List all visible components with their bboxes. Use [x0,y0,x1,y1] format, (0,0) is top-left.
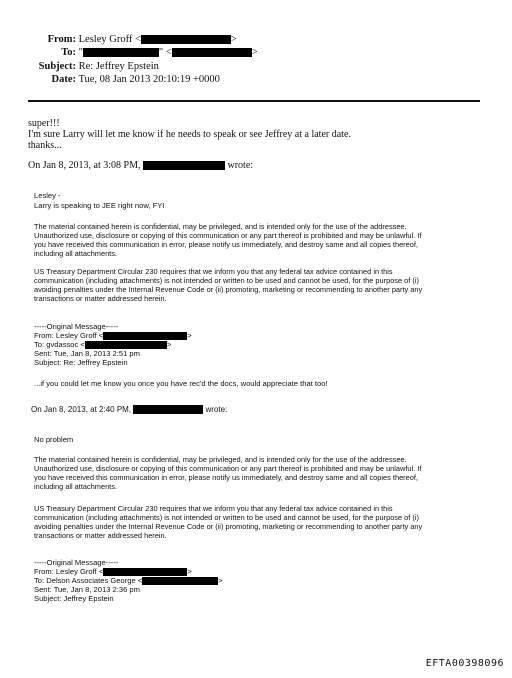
email-header-from [28,34,237,45]
from-close: > [230,34,237,45]
disclaimer2-line: communication (including attachments) is not intended or written to be used and cannot be used, for the purpose of (i) [34,276,419,285]
from-name: Lesley Groff < [78,34,141,45]
subject-label: Subject: [38,61,76,72]
orig1-from-post: > [187,331,192,340]
quote2-intro-pre: On Jan 8, 2013, at 2:40 PM, [31,405,132,414]
quote2-disclaimer1-line: including all attachments. [34,482,117,491]
email-header-subject [28,61,159,72]
msg1-greeting: Lesley - [34,191,61,200]
orig2-to-post: > [218,576,223,585]
quote2-intro-post: wrote: [205,405,228,414]
from-label: From: [47,34,76,45]
reply-line-3: thanks... [28,140,62,151]
msg1-body: Larry is speaking to JEE right now, FYI [34,201,165,210]
reply-line-1: super!!! [28,118,60,129]
redaction-bar [85,341,167,349]
redaction-bar [103,568,187,576]
quote2-disclaimer1-line: The material contained herein is confidential, may be privileged, and is intended only for the use of the addressee. [34,455,407,464]
quote2-disclaimer1-line: Unauthorized use, disclosure or copying of this communication or any part thereof is prohibited and may be unlawful. If [34,464,422,473]
quote2-disclaimer2-line: avoiding penalties under the Internal Revenue Code or (ii) promoting, marketing or recommending to another party any [34,522,423,531]
date-value: Tue, 08 Jan 2013 20:10:19 +0000 [78,74,220,85]
redaction-bar [83,48,159,57]
orig2-to [34,576,223,585]
to-mid: " < [158,47,172,58]
disclaimer2-line: avoiding penalties under the Internal Revenue Code or (ii) promoting, marketing or recommending to another party any [34,285,423,294]
orig1-sent: Sent: Tue, Jan 8, 2013 2:51 pm [34,349,140,358]
quote2-disclaimer2-line: transactions or matter addressed herein. [34,531,167,540]
orig2-sent: Sent: Tue, Jan 8, 2013 2:36 pm [34,585,140,594]
redaction-bar [142,577,218,585]
disclaimer2-line: US Treasury Department Circular 230 requires that we inform you that any federal tax advice contained in this [34,267,393,276]
to-close: > [251,47,258,58]
orig2-separator: -----Original Message----- [34,558,119,567]
email-header-to [28,47,258,58]
orig2-from-post: > [187,567,192,576]
quote2-disclaimer2-line: communication (including attachments) is not intended or written to be used and cannot be used, for the purpose of (i) [34,513,419,522]
redaction-bar [103,332,187,340]
orig1-from [34,331,192,340]
orig2-to-pre: To: Delson Associates George < [34,576,143,585]
orig1-separator: -----Original Message----- [34,322,119,331]
quote2-disclaimer2-line: US Treasury Department Circular 230 requires that we inform you that any federal tax advice contained in this [34,504,393,513]
quote-intro [28,160,253,171]
redaction-bar [172,48,252,57]
quote-intro-post: wrote: [227,160,254,171]
orig1-from-pre: From: Lesley Groff < [34,331,104,340]
subject-value: Re: Jeffrey Epstein [78,61,159,72]
orig2-from [34,567,192,576]
orig1-to [34,340,171,349]
quote2-body: No problem [34,435,74,444]
orig2-subject: Subject: Jeffrey Epstein [34,594,114,603]
disclaimer1-line: The material contained herein is confidential, may be privileged, and is intended only for the use of the addressee. [34,222,407,231]
quote-intro-pre: On Jan 8, 2013, at 3:08 PM, [28,160,141,171]
email-header-date [28,74,220,85]
quote2-disclaimer1-line: you have received this communication in error, please notify us immediately, and destroy same and all copies thereof, [34,473,418,482]
orig1-to-post: > [166,340,172,349]
redaction-bar [143,161,225,170]
redaction-bar [133,405,203,414]
orig2-from-pre: From: Lesley Groff < [34,567,104,576]
orig1-to-pre: To: gvdassoc < [34,340,85,349]
disclaimer1-line: you have received this communication in error, please notify us immediately, and destroy same and all copies thereof, [34,240,418,249]
date-label: Date: [51,74,76,85]
disclaimer2-line: transactions or matter addressed herein. [34,294,167,303]
disclaimer1-line: Unauthorized use, disclosure or copying of this communication or any part thereof is prohibited and may be unlawful. If [34,231,422,240]
quote2-intro [31,405,227,414]
bates-number: EFTA00398096 [425,658,504,669]
header-divider [28,100,480,102]
orig1-body: ...if you could let me know you once you have rec'd the docs, would appreciate that too! [34,379,328,388]
redaction-bar [141,35,231,44]
disclaimer1-line: including all attachments. [34,249,117,258]
to-label: To: [61,47,76,58]
to-open: " [78,47,83,58]
reply-line-2: I'm sure Larry will let me know if he needs to speak or see Jeffrey at a later date. [28,129,351,140]
orig1-subject: Subject: Re: Jeffrey Epstein [34,358,128,367]
